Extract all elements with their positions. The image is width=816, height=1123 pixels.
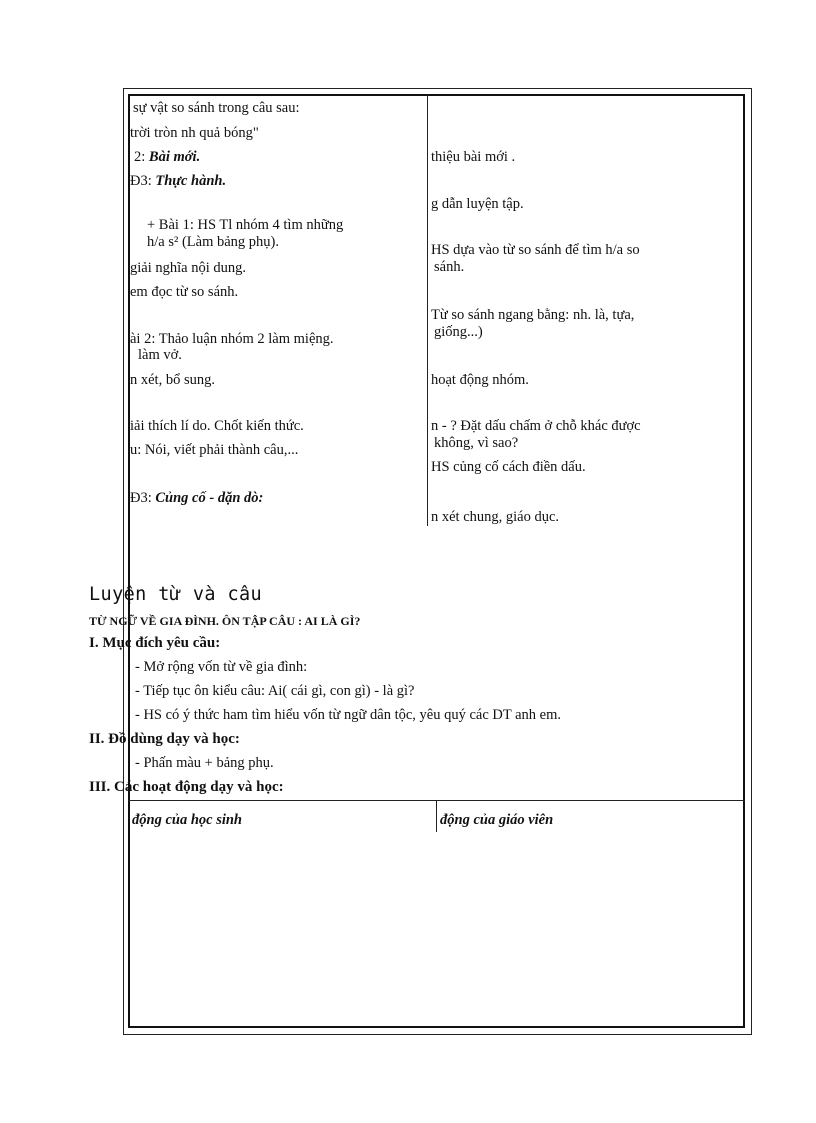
upper-left-line: sự vật so sánh trong câu sau: bbox=[133, 100, 300, 116]
lesson-title: TỪ NGỮ VỀ GIA ĐÌNH. ÔN TẬP CÂU : AI LÀ GÌ? bbox=[89, 614, 361, 628]
section-item: - Tiếp tục ôn kiểu câu: Ai( cái gì, con gì) - là gì? bbox=[135, 683, 415, 699]
upper-right-line: sánh. bbox=[434, 259, 465, 275]
upper-right-line: Từ so sánh ngang bằng: nh. là, tựa, bbox=[431, 307, 635, 323]
upper-left-line: giải nghĩa nội dung. bbox=[130, 260, 246, 276]
upper-left-line: + Bài 1: HS Tl nhóm 4 tìm những bbox=[147, 217, 344, 233]
upper-left-line: u: Nói, viết phải thành câu,... bbox=[130, 442, 299, 458]
upper-right-line: n - ? Đặt dấu chấm ở chỗ khác được bbox=[431, 418, 641, 434]
upper-table-divider bbox=[427, 94, 428, 526]
section-heading: I. Mục đích yêu cầu: bbox=[89, 635, 221, 651]
upper-right-line: n xét chung, giáo dục. bbox=[431, 509, 560, 525]
section-heading: II. Đồ dùng dạy và học: bbox=[89, 731, 240, 747]
upper-left-heading: 2: Bài mới. bbox=[134, 149, 201, 165]
activity-table-divider bbox=[436, 800, 437, 832]
upper-right-line: hoạt động nhóm. bbox=[431, 372, 529, 388]
activity-table-header-student: động của học sinh bbox=[132, 812, 242, 828]
upper-left-heading: Đ3: Củng cố - dặn dò: bbox=[130, 490, 264, 506]
upper-left-line: h/a s² (Làm bảng phụ). bbox=[147, 234, 279, 250]
upper-right-line: giống...) bbox=[434, 324, 483, 340]
section-item: - HS có ý thức ham tìm hiểu vốn từ ngữ dân tộc, yêu quý các DT anh em. bbox=[135, 707, 561, 723]
upper-left-line: n xét, bổ sung. bbox=[130, 372, 215, 388]
upper-left-line: iải thích lí do. Chốt kiến thức. bbox=[130, 418, 304, 434]
section-item: - Mở rộng vốn từ về gia đình: bbox=[135, 659, 308, 675]
upper-right-line: HS củng cố cách điền dấu. bbox=[431, 459, 586, 475]
section-item: - Phấn màu + bảng phụ. bbox=[135, 755, 274, 771]
upper-left-line: em đọc từ so sánh. bbox=[130, 284, 239, 300]
upper-left-heading: Đ3: Thực hành. bbox=[130, 173, 227, 189]
upper-right-line: thiệu bài mới . bbox=[431, 149, 516, 165]
upper-right-line: g dẫn luyện tập. bbox=[431, 196, 524, 212]
upper-left-line: trời tròn nh quả bóng" bbox=[130, 125, 259, 141]
activity-table-header-teacher: động của giáo viên bbox=[440, 812, 554, 828]
upper-left-line: làm vở. bbox=[138, 347, 182, 363]
upper-right-line: HS dựa vào từ so sánh để tìm h/a so bbox=[431, 242, 640, 258]
upper-right-line: không, vì sao? bbox=[434, 435, 519, 451]
upper-left-line: ài 2: Thảo luận nhóm 2 làm miệng. bbox=[130, 331, 334, 347]
subject-title: Luyện từ và câu bbox=[89, 584, 263, 605]
section-heading: III. Các hoạt động dạy và học: bbox=[89, 779, 284, 795]
